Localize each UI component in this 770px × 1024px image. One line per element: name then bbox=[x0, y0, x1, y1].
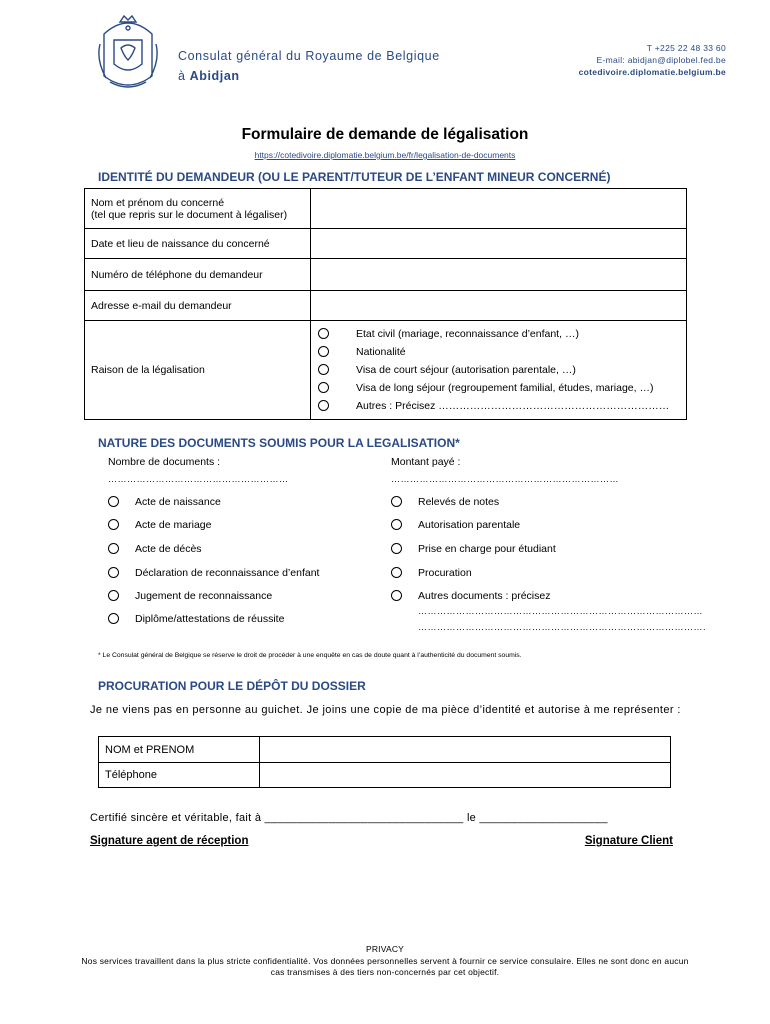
radio-icon[interactable] bbox=[318, 346, 329, 357]
other-docs-line-2[interactable]: ………………………………………………………………………………. bbox=[418, 622, 707, 632]
documents-heading: NATURE DES DOCUMENTS SOUMIS POUR LA LEGALISATION* bbox=[98, 436, 460, 450]
radio-icon[interactable] bbox=[108, 519, 119, 530]
consulate-city: Abidjan bbox=[189, 69, 240, 83]
radio-icon[interactable] bbox=[108, 613, 119, 624]
authenticity-note: * Le Consulat général de Belgique se réserve le droit de procéder à une enquête en cas de doute quant à l’authenticité du document soumis. bbox=[98, 652, 522, 659]
form-url-link[interactable]: https://cotedivoire.diplomatie.belgium.be/fr/legalisation-de-documents bbox=[254, 150, 516, 160]
radio-icon[interactable] bbox=[318, 328, 329, 339]
form-title: Formulaire de demande de légalisation bbox=[241, 126, 529, 143]
identity-heading: IDENTITÉ DU DEMANDEUR (OU LE PARENT/TUTEUR DE L’ENFANT MINEUR CONCERNÉ) bbox=[98, 170, 611, 184]
phone-label: Numéro de téléphone du demandeur bbox=[85, 259, 311, 291]
name-label: Nom et prénom du concerné (tel que repris sur le document à légaliser) bbox=[85, 189, 311, 229]
privacy-text: Nos services travaillent dans la plus stricte confidentialité. Vos données personnelles servent à fournir ce service consulaire. Elles ne sont donc en aucun cas transmises à des tiers non-concernés par cet objectif. bbox=[81, 955, 689, 977]
contact-phone: T +225 22 48 33 60 bbox=[646, 43, 726, 53]
radio-icon[interactable] bbox=[108, 543, 119, 554]
consulate-name bbox=[178, 46, 440, 86]
radio-icon[interactable] bbox=[391, 567, 402, 578]
radio-icon[interactable] bbox=[391, 496, 402, 507]
radio-icon[interactable] bbox=[391, 543, 402, 554]
other-docs-line-1[interactable]: ……………………………………………………………………………… bbox=[418, 606, 703, 616]
radio-icon[interactable] bbox=[318, 364, 329, 375]
reason-label: Raison de la légalisation bbox=[85, 321, 311, 420]
signature-client: Signature Client bbox=[584, 835, 673, 847]
contact-website[interactable]: cotedivoire.diplomatie.belgium.be bbox=[578, 67, 726, 77]
certification-line: Certifié sincère et véritable, fait à _______________________________ le ____________________ bbox=[90, 812, 608, 824]
contact-email: E-mail: abidjan@diplobel.fed.be bbox=[596, 55, 726, 65]
doc-count-field[interactable]: ………………………………………………… bbox=[108, 474, 289, 484]
procuration-table bbox=[98, 736, 671, 788]
radio-icon[interactable] bbox=[318, 382, 329, 393]
birth-field[interactable] bbox=[311, 229, 687, 259]
radio-icon[interactable] bbox=[108, 590, 119, 601]
privacy-footer bbox=[80, 944, 690, 979]
amount-field[interactable]: ……………………………………………………………… bbox=[391, 474, 619, 484]
proc-name-field[interactable] bbox=[260, 737, 671, 763]
email-field[interactable] bbox=[311, 291, 687, 321]
radio-icon[interactable] bbox=[108, 496, 119, 507]
doc-count-label: Nombre de documents : bbox=[108, 456, 221, 468]
proc-phone-label: Téléphone bbox=[99, 763, 260, 788]
privacy-title: PRIVACY bbox=[365, 944, 405, 954]
consulate-line-2: à Abidjan bbox=[178, 69, 240, 83]
coat-of-arms-logo bbox=[96, 14, 160, 96]
radio-icon[interactable] bbox=[391, 519, 402, 530]
procuration-heading: PROCURATION POUR LE DÉPÔT DU DOSSIER bbox=[98, 679, 366, 693]
phone-field[interactable] bbox=[311, 259, 687, 291]
signature-agent: Signature agent de réception bbox=[90, 835, 249, 847]
radio-icon[interactable] bbox=[391, 590, 402, 601]
email-label: Adresse e-mail du demandeur bbox=[85, 291, 311, 321]
radio-icon[interactable] bbox=[318, 400, 329, 411]
name-field[interactable] bbox=[311, 189, 687, 229]
amount-label: Montant payé : bbox=[391, 456, 461, 468]
consulate-line-1: Consulat général du Royaume de Belgique bbox=[178, 49, 440, 63]
procuration-text: Je ne viens pas en personne au guichet. Je joins une copie de ma pièce d’identité et autorise à me représenter : bbox=[90, 704, 681, 716]
birth-label: Date et lieu de naissance du concerné bbox=[85, 229, 311, 259]
proc-name-label: NOM et PRENOM bbox=[99, 737, 260, 763]
contact-info bbox=[579, 42, 726, 78]
proc-phone-field[interactable] bbox=[260, 763, 671, 788]
radio-icon[interactable] bbox=[108, 567, 119, 578]
